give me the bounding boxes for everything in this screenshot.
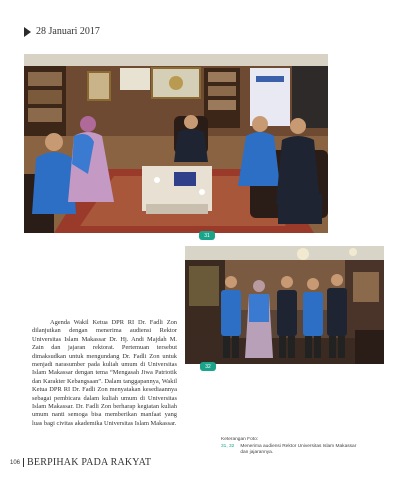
book-title: BERPIHAK PADA RAKYAT xyxy=(27,457,152,468)
caption-photo-numbers: 31, 32 xyxy=(221,443,235,449)
photo-number-badge: 31 xyxy=(199,231,215,240)
photo-group-illustration xyxy=(185,246,384,364)
footer-divider xyxy=(23,458,24,467)
page-footer xyxy=(10,457,151,468)
caption-entry xyxy=(221,444,361,457)
caption-title: Keterangan Foto: xyxy=(221,437,259,442)
page-number: 106 xyxy=(10,459,21,466)
photo-meeting-illustration xyxy=(24,54,328,233)
photo-number-badge: 32 xyxy=(200,362,216,371)
photo-meeting xyxy=(24,54,328,233)
date-text: 28 Januari 2017 xyxy=(36,26,100,37)
date-header xyxy=(24,26,100,37)
triangle-bullet-icon xyxy=(24,27,31,37)
photo-caption xyxy=(221,437,361,457)
caption-text: Menerima audiensi Rektor Universitas Islam Makassar dan jajarannya. xyxy=(240,443,357,456)
photo-group xyxy=(185,246,384,364)
article-body: Agenda Wakil Ketua DPR RI Dr. Fadli Zon dilanjutkan dengan menerima audiensi Rektor Universitas Islam Makassar Dr. Hj. Andi Majdah M. Zain dan jajaran rektorat. Pertemuan tersebut dimaksudkan untuk mengundang Dr. Fadli Zon untuk menjadi narasumber pada kuliah umum di Universitas Islam Makassar dengan tema “Mengasah Jiwa Patriotik dan Karakter Kebangsaan”. Dalam tanggapannya, Wakil Ketua DPR RI Dr. Fadli Zon menyatakan kesediaannya sebagai pembicara dalam kuliah umum di Universitas Islam Makassar. Dr. Fadli Zon berharap kegiatan kuliah umum nanti semoga bisa memberikan manfaat yang luas bagi civitas akademika Universitas Islam Makassar. xyxy=(32,319,177,427)
